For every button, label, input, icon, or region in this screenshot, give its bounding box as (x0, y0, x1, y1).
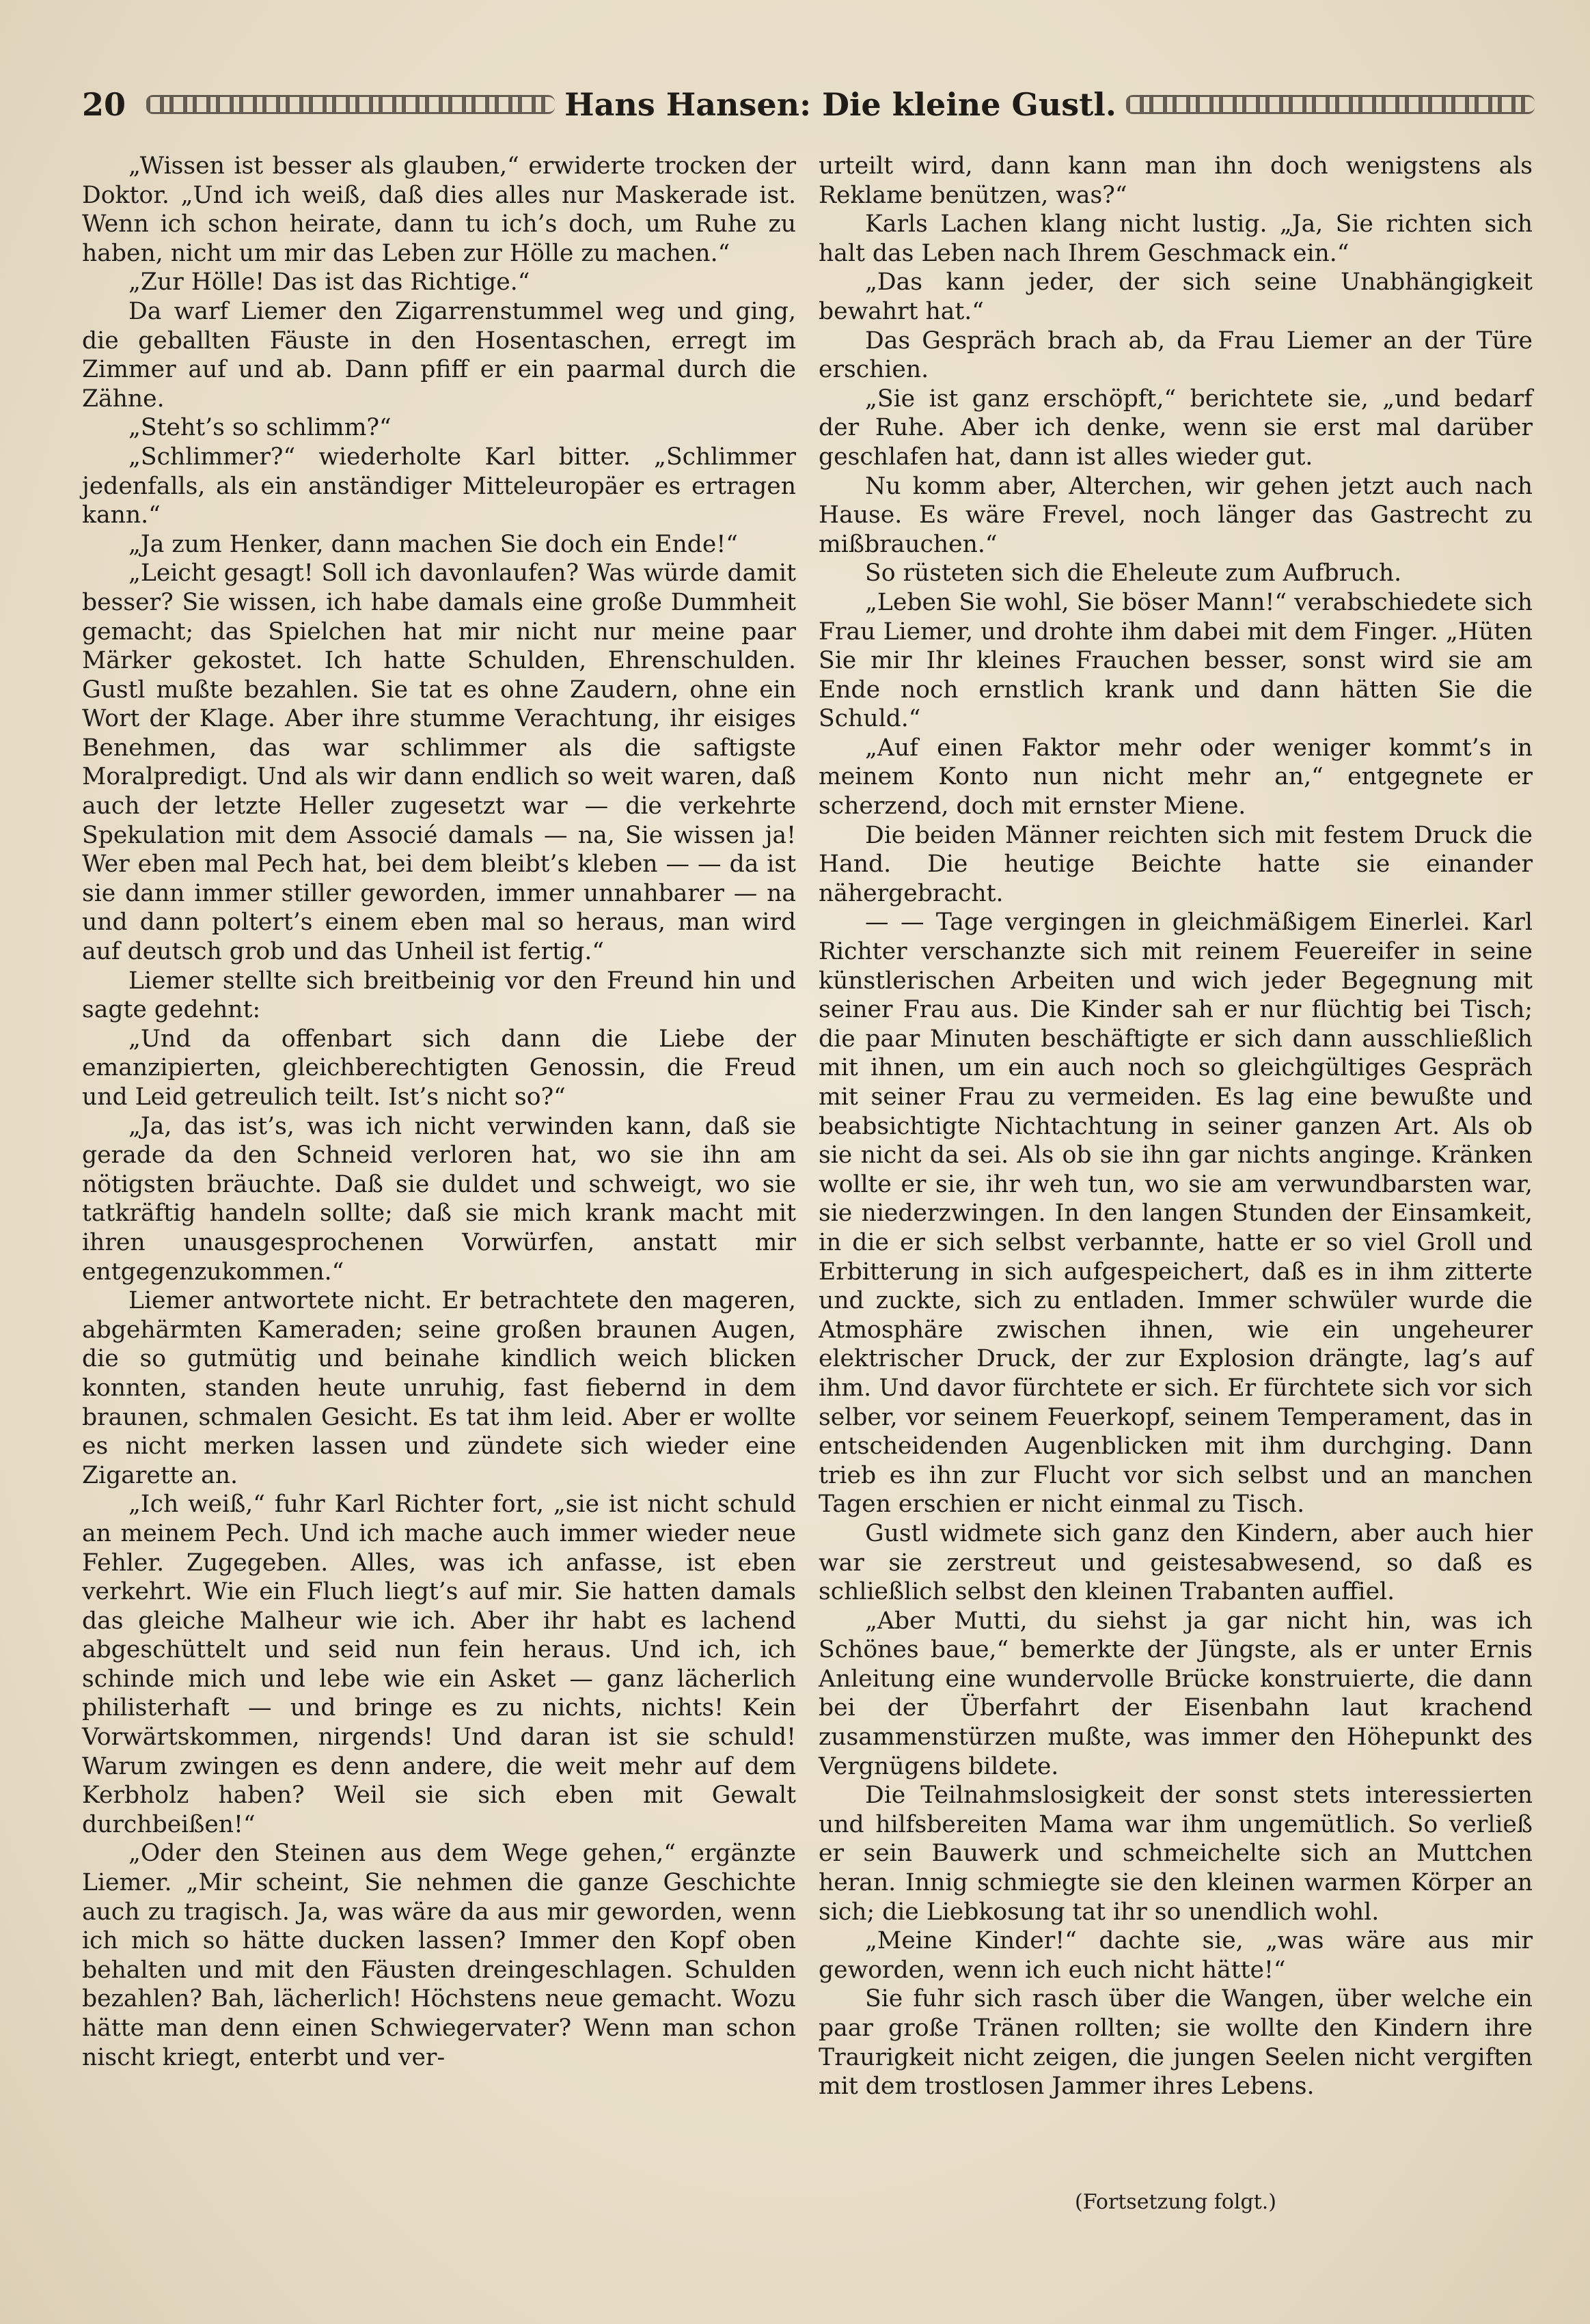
paragraph: Das Gespräch brach ab, da Frau Liemer an der Türe erschien. (819, 327, 1533, 384)
paragraph: „Steht’s so schlimm?“ (128, 414, 392, 442)
paragraph: Die beiden Männer reichten sich mit festem Druck die Hand. Die heutige Beichte hatte sie einander nähergebracht. (819, 821, 1533, 907)
paragraph: „Aber Mutti, du siehst ja gar nicht hin, was ich Schönes baue,“ bemerkte der Jüngste, als er unter Ernis Anleitung eine wundervolle Brücke konstruierte, die dann bei der Überfahrt der Eisenbahn laut krachend zusammenstürzen mußte, was immer den Höhepunkt des Vergnügens bildete. (819, 1607, 1533, 1780)
paragraph: „Auf einen Faktor mehr oder weniger kommt’s in meinem Konto nun nicht mehr an,“ entgegnete er scherzend, doch mit ernster Miene. (819, 734, 1533, 820)
running-title: Hans Hansen: Die kleine Gustl. (564, 86, 1116, 123)
paragraph: „Zur Hölle! Das ist das Richtige.“ (128, 268, 530, 296)
paragraph: „Ja zum Henker, dann machen Sie doch ein Ende!“ (128, 530, 738, 558)
paragraph: Die Teilnahmslosigkeit der sonst stets interessierten und hilfsbereiten Mama war ihm ungemütlich. So verließ er sein Bauwerk und schmeichelte sich an Muttchen heran. Innig schmiegte sie den kleinen warmen Körper an sich; die Liebkosung tat ihr so unendlich wohl. (819, 1782, 1533, 1926)
paragraph: „Oder den Steinen aus dem Wege gehen,“ ergänzte Liemer. „Mir scheint, Sie nehmen die ganze Geschichte auch zu tragisch. Ja, was wäre da aus mir geworden, wenn ich mich so hätte ducken lassen? Immer den Kopf oben behalten und mit den Fäusten dreingeschlagen. Schulden bezahlen? Bah, lächerlich! Höchstens neue gemacht. Wozu hätte man denn einen Schwiegervater? Wenn man schon nischt kriegt, enterbt und ver- (82, 1840, 796, 2071)
paragraph: Nu komm aber, Alterchen, wir gehen jetzt auch nach Hause. Es wäre Frevel, noch länger das Gastrecht zu mißbrauchen.“ (819, 472, 1533, 558)
paragraph: „Leicht gesagt! Soll ich davonlaufen? Was würde damit besser? Sie wissen, ich habe damals eine große Dummheit gemacht; das Spielchen hat mir nicht nur meine paar Märker gekostet. Ich hatte Schulden, Ehrenschulden. Gustl mußte bezahlen. Sie tat es ohne Zaudern, ohne ein Wort der Klage. Aber ihre stumme Verachtung, ihr eisiges Benehmen, das war schlimmer als die saftigste Moralpredigt. Und als wir dann endlich so weit waren, daß auch der letzte Heller zugesetzt war — die verkehrte Spekulation mit dem Associé damals — na, Sie wissen ja! Wer eben mal Pech hat, bei dem bleibt’s kleben — — da ist sie dann immer stiller geworden, immer unnahbarer — na und dann poltert’s einem eben mal so heraus, man wird auf deutsch grob und das Unheil ist fertig.“ (82, 559, 796, 966)
paragraph: „Wissen ist besser als glauben,“ erwiderte trocken der Doktor. „Und ich weiß, daß dies alles nur Maskerade ist. Wenn ich schon heirate, dann tu ich’s doch, um Ruhe zu haben, nicht um mir das Leben zur Hölle zu machen.“ (82, 152, 796, 267)
continuation-note: (Fortsetzung folgt.) (1075, 2190, 1276, 2214)
paragraph: „Das kann jeder, der sich seine Unabhängigkeit bewahrt hat.“ (819, 268, 1533, 325)
paragraph: Da warf Liemer den Zigarrenstummel weg und ging, die geballten Fäuste in den Hosentaschen, erregt im Zimmer auf und ab. Dann pfiff er ein paarmal durch die Zähne. (82, 297, 796, 413)
paragraph: Liemer antwortete nicht. Er betrachtete den mageren, abgehärmten Kameraden; seine großen braunen Augen, die so gutmütig und beinahe kindlich weich blicken konnten, standen heute unruhig, fast fiebernd in dem braunen, schmalen Gesicht. Es tat ihm leid. Aber er wollte es nicht merken lassen und zündete sich wieder eine Zigarette an. (82, 1287, 796, 1489)
page-header (82, 81, 1544, 128)
paragraph: — — Tage vergingen in gleichmäßigem Einerlei. Karl Richter verschanzte sich mit reinem Feuereifer in seine künstlerischen Arbeiten und wich jeder Begegnung mit seiner Frau aus. Die Kinder sah er nur flüchtig bei Tisch; die paar Minuten beschäftigte er sich dann ausschließlich mit ihnen, um ein auch noch so gleichgültiges Gespräch mit seiner Frau zu vermeiden. Es lag eine bewußte und beabsichtigte Nichtachtung in seiner ganzen Art. Als ob sie nicht da sei. Als ob sie ihn gar nichts anginge. Kränken wollte er sie, ihr weh tun, wo sie am verwundbarsten war, sie niederzwingen. In den langen Stunden der Einsamkeit, in die er sich selbst verbannte, hatte er so viel Groll und Erbitterung in sich aufgespeichert, daß es in ihm zitterte und zuckte, sich zu entladen. Immer schwüler wurde die Atmosphäre zwischen ihnen, wie ein ungeheurer elektrischer Druck, der zur Explosion drängte, lag’s auf ihm. Und davor fürchtete er sich. Er fürchtete sich vor sich selber, vor seinem Feuerkopf, seinem Temperament, das in entscheidenden Augenblicken mit ihm durchging. Dann trieb es ihn zur Flucht vor sich selbst und an manchen Tagen erschien er nicht einmal zu Tisch. (819, 909, 1533, 1519)
paragraph-continuation: urteilt wird, dann kann man ihn doch wenigstens als Reklame benützen, was?“ (819, 152, 1533, 209)
paragraph: Sie fuhr sich rasch über die Wangen, über welche ein paar große Tränen rollten; sie wollte den Kindern ihre Traurigkeit nicht zeigen, die jungen Seelen nicht vergiften mit dem trostlosen Jammer ihres Lebens. (819, 1985, 1533, 2101)
ornament-rule-left (146, 95, 555, 114)
paragraph: „Ja, das ist’s, was ich nicht verwinden kann, daß sie gerade da den Schneid verloren hat, wo sie ihn am nötigsten bräuchte. Daß sie duldet und schweigt, wo sie tatkräftig handeln sollte; daß sie mich krank macht mit ihren unausgesprochenen Vorwürfen, anstatt mir entgegenzukommen.“ (82, 1112, 796, 1286)
paragraph: „Schlimmer?“ wiederholte Karl bitter. „Schlimmer jedenfalls, als ein anständiger Mitteleuropäer es ertragen kann.“ (82, 443, 796, 529)
paragraph: So rüsteten sich die Eheleute zum Aufbruch. (865, 559, 1402, 587)
page-number: 20 (82, 86, 126, 123)
ornament-rule-right (1126, 95, 1535, 114)
paragraph: „Leben Sie wohl, Sie böser Mann!“ verabschiedete sich Frau Liemer, und drohte ihm dabei mit dem Finger. „Hüten Sie mir Ihr kleines Frauchen besser, sonst wird sie am Ende noch ernstlich krank und dann hätten Sie die Schuld.“ (819, 588, 1533, 733)
paragraph: Gustl widmete sich ganz den Kindern, aber auch hier war sie zerstreut und geistesabwesend, so daß es schließlich selbst den kleinen Trabanten auffiel. (819, 1519, 1533, 1606)
paragraph: Karls Lachen klang nicht lustig. „Ja, Sie richten sich halt das Leben nach Ihrem Geschmack ein.“ (819, 210, 1533, 267)
paragraph: Liemer stellte sich breitbeinig vor den Freund hin und sagte gedehnt: (82, 967, 796, 1024)
paragraph: „Und da offenbart sich dann die Liebe der emanzipierten, gleichberechtigten Genossin, die Freud und Leid getreulich teilt. Ist’s nicht so?“ (82, 1025, 796, 1111)
paragraph: „Ich weiß,“ fuhr Karl Richter fort, „sie ist nicht schuld an meinem Pech. Und ich mache auch immer wieder neue Fehler. Zugegeben. Alles, was ich anfasse, ist eben verkehrt. Wie ein Fluch liegt’s auf mir. Sie hatten damals das gleiche Malheur wie ich. Aber ihr habt es lachend abgeschüttelt und seid nun fein heraus. Und ich, ich schinde mich und lebe wie ein Asket — ganz lächerlich philisterhaft — und bringe es zu nichts, nichts! Kein Vorwärtskommen, nirgends! Und daran ist sie schuld! Warum zwingen es denn andere, die weit mehr auf dem Kerbholz haben? Weil sie sich eben mit Gewalt durchbeißen!“ (82, 1491, 796, 1838)
paragraph: „Meine Kinder!“ dachte sie, „was wäre aus mir geworden, wenn ich euch nicht hätte!“ (819, 1927, 1533, 1984)
paragraph: „Sie ist ganz erschöpft,“ berichtete sie, „und bedarf der Ruhe. Aber ich denke, wenn sie erst mal darüber geschlafen hat, dann ist alles wieder gut. (819, 385, 1533, 471)
right-column (819, 152, 1533, 2101)
left-column (82, 152, 796, 2072)
